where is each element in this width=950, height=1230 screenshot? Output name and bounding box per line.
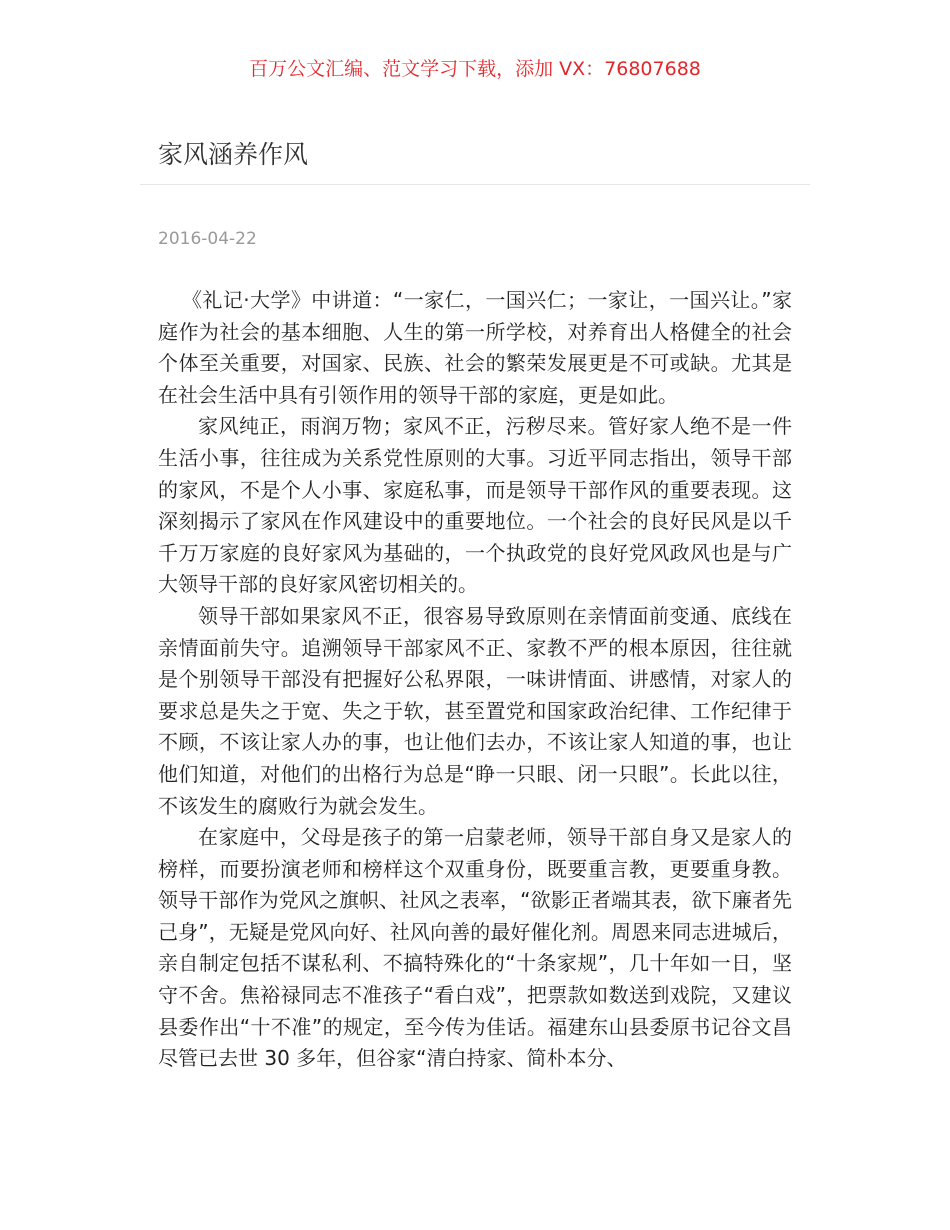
article-body xyxy=(158,285,792,1075)
paragraph-2: 家风纯正，雨润万物；家风不正，污秽尽来。管好家人绝不是一件生活小事，往往成为关系党性原则的大事。习近平同志指出，领导干部的家风，不是个人小事、家庭私事，而是领导干部作风的重要表现。这深刻揭示了家风在作风建设中的重要地位。一个社会的良好民风是以千千万万家庭的良好家风为基础的，一个执政党的良好党风政风也是与广大领导干部的良好家风密切相关的。 xyxy=(158,414,792,597)
paragraph-1: 《礼记·大学》中讲道：“一家仁，一国兴仁；一家让，一国兴让。”家庭作为社会的基本细胞、人生的第一所学校，对养育出人格健全的社会个体至关重要，对国家、民族、社会的繁荣发展更是不可或缺。尤其是在社会生活中具有引领作用的领导干部的家庭，更是如此。 xyxy=(158,288,792,407)
publish-date: 2016-04-22 xyxy=(158,229,257,249)
title-divider xyxy=(140,184,810,185)
paragraph-3: 领导干部如果家风不正，很容易导致原则在亲情面前变通、底线在亲情面前失守。追溯领导干部家风不正、家教不严的根本原因，往往就是个别领导干部没有把握好公私界限，一味讲情面、讲感情，对家人的要求总是失之于宽、失之于软，甚至置党和国家政治纪律、工作纪律于不顾，不该让家人办的事，也让他们去办，不该让家人知道的事，也让他们知道，对他们的出格行为总是“睁一只眼、闭一只眼”。长此以往，不该发生的腐败行为就会发生。 xyxy=(158,603,792,818)
paragraph-4: 在家庭中，父母是孩子的第一启蒙老师，领导干部自身又是家人的榜样，而要扮演老师和榜样这个双重身份，既要重言教，更要重身教。领导干部作为党风之旗帜、社风之表率，“欲影正者端其表，欲下廉者先己身”，无疑是党风向好、社风向善的最好催化剂。周恩来同志进城后，亲自制定包括不谋私利、不搞特殊化的“十条家规”，几十年如一日，坚守不舍。焦裕禄同志不准孩子“看白戏”，把票款如数送到戏院，又建议县委作出“十不准”的规定，至今传为佳话。福建东山县委原书记谷文昌尽管已去世 30 多年，但谷家“清白持家、简朴本分、 xyxy=(158,825,792,1071)
article-title: 家风涵养作风 xyxy=(158,140,309,169)
header-banner: 百万公文汇编、范文学习下载，添加 VX：76807688 xyxy=(249,58,701,80)
